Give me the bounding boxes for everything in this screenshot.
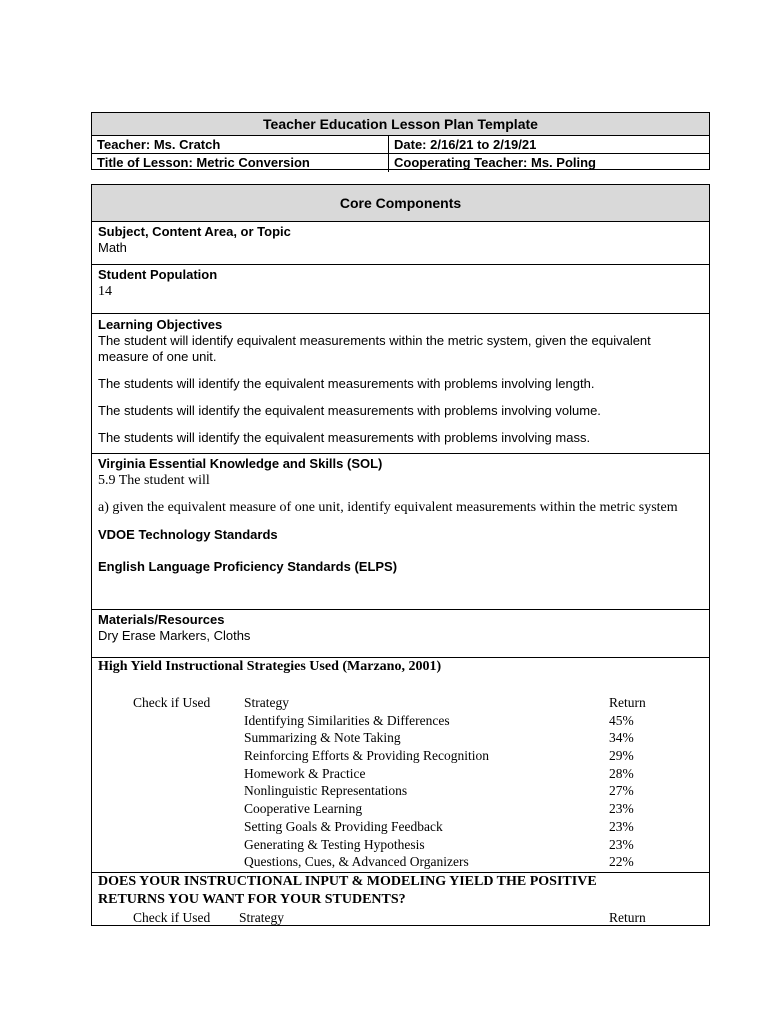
yield-question-section xyxy=(92,873,709,925)
strategies-heading: High Yield Instructional Strategies Used (Marzano, 2001) xyxy=(98,659,442,674)
objective-2: The students will identify the equivalent measurements with problems involving length. xyxy=(98,376,595,391)
yield-question-heading: DOES YOUR INSTRUCTIONAL INPUT & MODELING YIELD THE POSITIVE RETURNS YOU WANT FOR YOUR STUDENTS? xyxy=(98,874,597,907)
strategies-table xyxy=(98,694,703,871)
strategy-return: 23% xyxy=(609,836,634,852)
strategy-return: 34% xyxy=(609,730,634,746)
strategy-name: Cooperative Learning xyxy=(244,801,363,817)
yield-table xyxy=(98,909,703,927)
strategy-row xyxy=(98,729,703,747)
technology-standards-heading: VDOE Technology Standards xyxy=(98,527,278,542)
sol-heading: Virginia Essential Knowledge and Skills (SOL) xyxy=(98,456,383,471)
yield-header-row xyxy=(98,909,703,927)
strategy-row xyxy=(98,836,703,854)
strategy-return: 45% xyxy=(609,712,634,728)
objective-1: The student will identify equivalent measurements within the metric system, given the equivalent measure of one unit. xyxy=(98,333,651,364)
sol-objective: a) given the equivalent measure of one unit, identify equivalent measurements within the metric system xyxy=(98,500,678,515)
strategy-name: Generating & Testing Hypothesis xyxy=(244,836,425,852)
population-value: 14 xyxy=(98,284,112,299)
lesson-plan-header-table xyxy=(91,112,710,170)
strategy-row xyxy=(98,782,703,800)
yield-strategy-header: Strategy xyxy=(239,910,284,925)
lesson-date: Date: 2/16/21 to 2/19/21 xyxy=(394,137,537,152)
subject-section xyxy=(92,222,709,265)
check-if-used-header: Check if Used xyxy=(133,695,211,710)
strategy-row xyxy=(98,853,703,871)
materials-section xyxy=(92,610,709,658)
strategy-return: 28% xyxy=(609,765,634,781)
elps-heading: English Language Proficiency Standards (ELPS) xyxy=(98,559,398,574)
strategy-name: Reinforcing Efforts & Providing Recognition xyxy=(244,748,489,764)
strategy-name: Setting Goals & Providing Feedback xyxy=(244,818,443,834)
strategy-return: 23% xyxy=(609,801,634,817)
strategy-row xyxy=(98,818,703,836)
strategy-name: Nonlinguistic Representations xyxy=(244,783,408,799)
objective-4: The students will identify the equivalent measurements with problems involving mass. xyxy=(98,430,591,445)
teacher-name: Teacher: Ms. Cratch xyxy=(92,136,389,153)
strategy-row xyxy=(98,747,703,765)
strategy-return: 22% xyxy=(609,854,634,870)
strategy-header: Strategy xyxy=(244,695,289,710)
cooperating-teacher: Cooperating Teacher: Ms. Poling xyxy=(394,155,597,170)
header-row-teacher-date xyxy=(92,136,709,154)
template-title: Teacher Education Lesson Plan Template xyxy=(92,113,709,136)
strategy-name: Homework & Practice xyxy=(244,765,366,781)
strategy-row xyxy=(98,800,703,818)
strategy-name: Summarizing & Note Taking xyxy=(244,730,401,746)
student-population-section xyxy=(92,265,709,314)
learning-objectives-section xyxy=(92,314,709,454)
header-row-title-cooperating xyxy=(92,154,709,172)
sol-section xyxy=(92,454,709,610)
strategy-return: 27% xyxy=(609,783,634,799)
core-components-table xyxy=(91,184,710,926)
population-heading: Student Population xyxy=(98,267,218,282)
subject-value: Math xyxy=(98,240,127,255)
materials-heading: Materials/Resources xyxy=(98,612,225,627)
core-components-title: Core Components xyxy=(92,185,709,222)
yield-check-if-used-header: Check if Used xyxy=(133,910,211,925)
strategy-name: Identifying Similarities & Differences xyxy=(244,712,450,728)
strategy-row xyxy=(98,712,703,730)
subject-heading: Subject, Content Area, or Topic xyxy=(98,224,291,239)
sol-standard: 5.9 The student will xyxy=(98,473,210,488)
objective-3: The students will identify the equivalent measurements with problems involving volume. xyxy=(98,403,601,418)
strategy-name: Questions, Cues, & Advanced Organizers xyxy=(244,854,469,870)
materials-value: Dry Erase Markers, Cloths xyxy=(98,628,251,643)
high-yield-strategies-section xyxy=(92,658,709,873)
lesson-title: Title of Lesson: Metric Conversion xyxy=(92,154,389,172)
objectives-heading: Learning Objectives xyxy=(98,317,223,332)
return-header: Return xyxy=(609,695,646,710)
strategy-return: 23% xyxy=(609,818,634,834)
strategy-row xyxy=(98,765,703,783)
strategies-header-row xyxy=(98,694,703,712)
strategy-return: 29% xyxy=(609,748,634,764)
yield-return-header: Return xyxy=(609,910,646,925)
